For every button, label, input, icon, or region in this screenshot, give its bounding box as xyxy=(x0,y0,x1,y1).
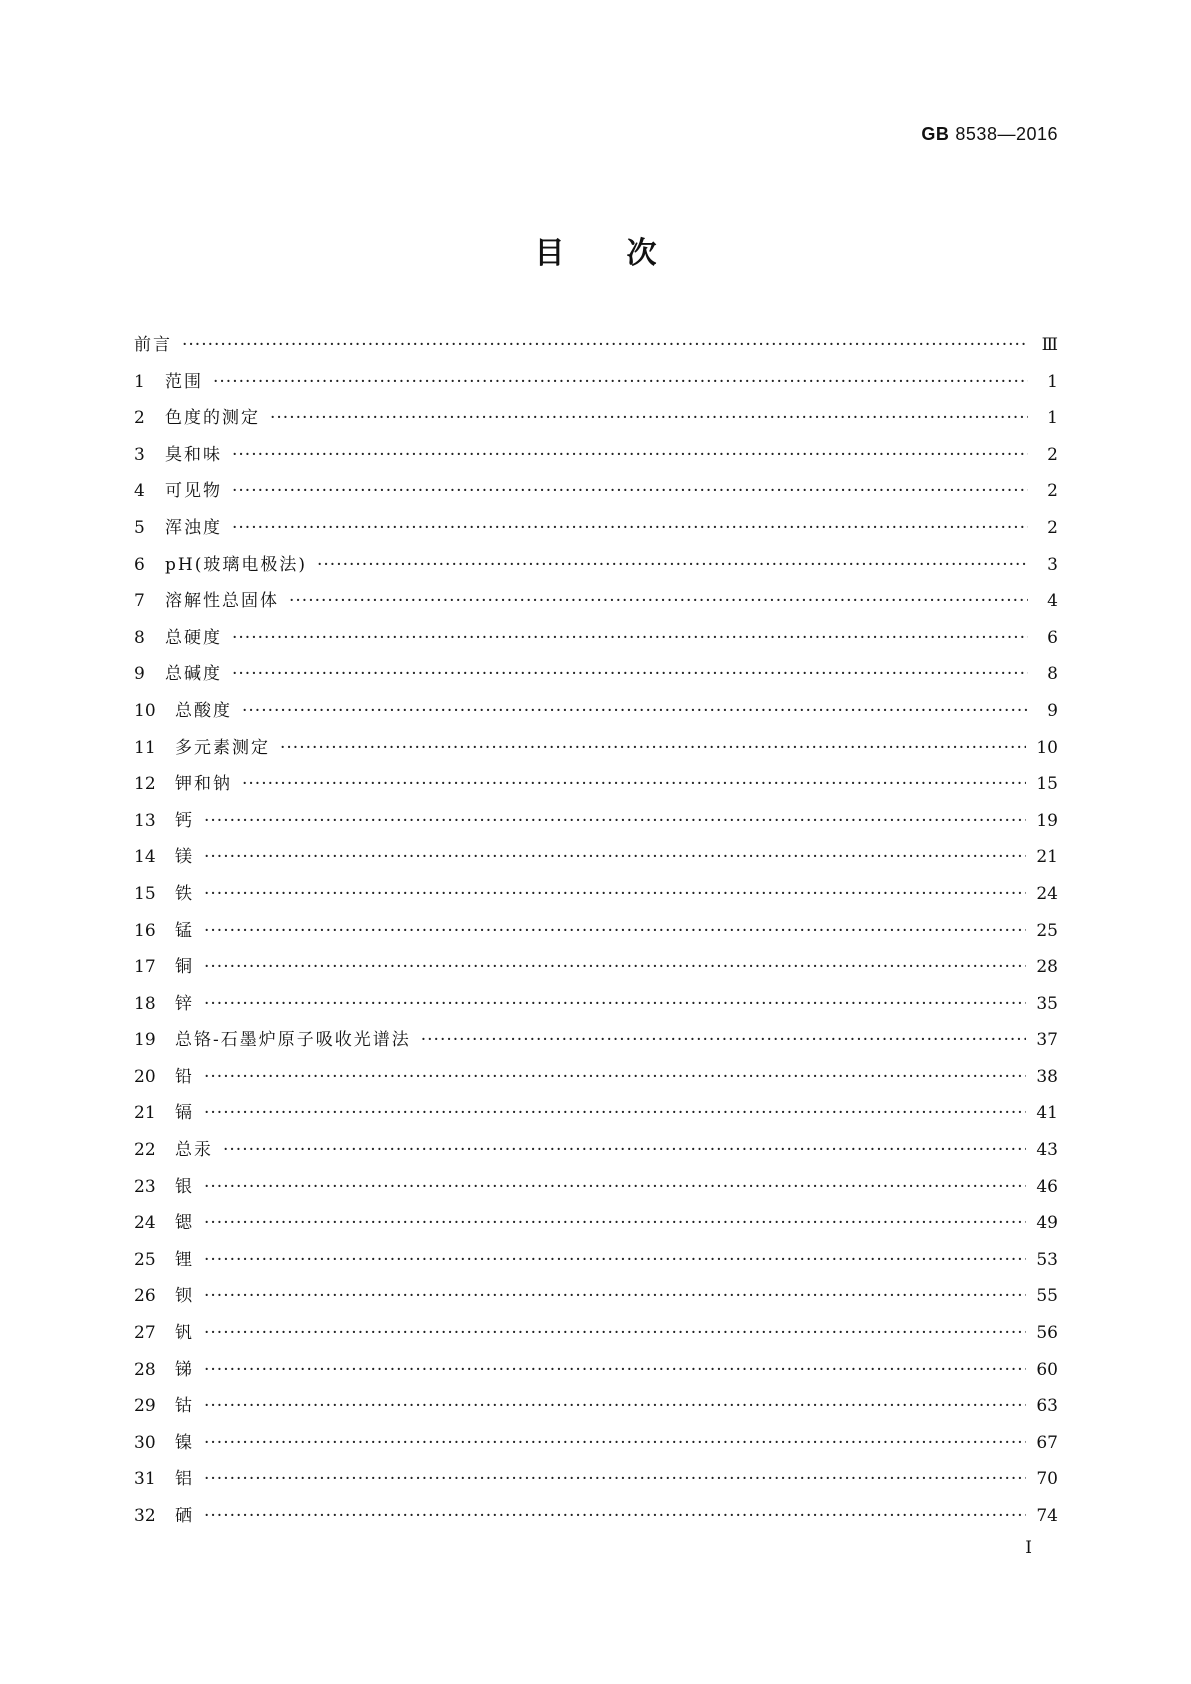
toc-entry[interactable] xyxy=(134,476,1058,513)
toc-entry-label: 锶 xyxy=(175,1213,194,1234)
toc-entry-number: 5 xyxy=(134,517,145,538)
toc-entry-page: 2 xyxy=(1047,444,1058,465)
toc-entry-page: 9 xyxy=(1047,700,1058,721)
toc-dot-leader xyxy=(223,1140,1026,1160)
toc-dot-leader xyxy=(204,1506,1026,1526)
toc-entry[interactable] xyxy=(134,733,1058,770)
toc-dot-leader xyxy=(204,847,1026,867)
toc-entry-number: 19 xyxy=(134,1030,156,1051)
toc-entry-label: 总硬度 xyxy=(165,627,222,648)
toc-entry-label: 铅 xyxy=(175,1066,194,1087)
toc-entry-page: 55 xyxy=(1036,1286,1058,1307)
standard-code xyxy=(921,124,1058,145)
toc-entry[interactable] xyxy=(134,403,1058,440)
toc-dot-leader xyxy=(204,957,1026,977)
toc-entry[interactable] xyxy=(134,1245,1058,1282)
toc-entry-number: 8 xyxy=(134,627,145,648)
toc-entry[interactable] xyxy=(134,367,1058,404)
toc-entry-label: 总碱度 xyxy=(165,664,222,685)
toc-entry-number: 24 xyxy=(134,1213,156,1234)
toc-entry[interactable] xyxy=(134,623,1058,660)
toc-entry-page: 1 xyxy=(1047,408,1058,429)
toc-entry-number: 28 xyxy=(134,1359,156,1380)
toc-entry-label: 铁 xyxy=(175,883,194,904)
toc-entry-label: 铝 xyxy=(175,1469,194,1490)
toc-entry-page: 6 xyxy=(1047,627,1058,648)
toc-entry-label: 镁 xyxy=(175,847,194,868)
toc-entry-label: 银 xyxy=(175,1176,194,1197)
toc-dot-leader xyxy=(204,1250,1026,1270)
toc-entry[interactable] xyxy=(134,1025,1058,1062)
toc-entry-label: 锰 xyxy=(175,920,194,941)
toc-entry-label: 范围 xyxy=(165,371,203,392)
toc-entry-label: pH(玻璃电极法) xyxy=(165,554,307,575)
toc-entry-label: 镉 xyxy=(175,1103,194,1124)
toc-entry-page: 1 xyxy=(1047,371,1058,392)
toc-entry-page: 53 xyxy=(1036,1249,1058,1270)
toc-entry[interactable] xyxy=(134,330,1058,367)
toc-entry-label: 总铬-石墨炉原子吸收光谱法 xyxy=(175,1030,411,1051)
toc-entry[interactable] xyxy=(134,1172,1058,1209)
toc-entry[interactable] xyxy=(134,1135,1058,1172)
toc-entry-number: 31 xyxy=(134,1469,156,1490)
toc-entry[interactable] xyxy=(134,989,1058,1026)
toc-entry-label: 溶解性总固体 xyxy=(165,591,279,612)
toc-entry-page: 70 xyxy=(1036,1469,1058,1490)
toc-entry-label: 前言 xyxy=(134,335,172,355)
toc-dot-leader xyxy=(204,884,1026,904)
toc-entry-page: 4 xyxy=(1047,591,1058,612)
toc-entry-label: 钾和钠 xyxy=(175,774,232,795)
toc-dot-leader xyxy=(204,811,1026,831)
toc-dot-leader xyxy=(232,518,1028,538)
toc-entry-page: 74 xyxy=(1036,1506,1058,1526)
table-of-contents xyxy=(134,330,1058,1538)
toc-entry[interactable] xyxy=(134,879,1058,916)
toc-dot-leader xyxy=(232,445,1028,465)
toc-entry-number: 1 xyxy=(134,371,145,392)
toc-entry-number: 14 xyxy=(134,847,156,868)
toc-entry[interactable] xyxy=(134,842,1058,879)
toc-entry[interactable] xyxy=(134,916,1058,953)
toc-entry[interactable] xyxy=(134,550,1058,587)
toc-entry-label: 可见物 xyxy=(165,481,222,502)
toc-entry[interactable] xyxy=(134,769,1058,806)
toc-entry-page: 2 xyxy=(1047,517,1058,538)
toc-entry-page: 56 xyxy=(1036,1323,1058,1344)
toc-dot-leader xyxy=(182,335,1028,355)
toc-entry-number: 22 xyxy=(134,1140,156,1161)
toc-dot-leader xyxy=(242,701,1028,721)
toc-entry-number: 25 xyxy=(134,1249,156,1270)
toc-dot-leader xyxy=(204,1286,1026,1306)
toc-entry-number: 26 xyxy=(134,1286,156,1307)
toc-entry-page: 49 xyxy=(1036,1213,1058,1234)
toc-entry[interactable] xyxy=(134,1318,1058,1355)
toc-dot-leader xyxy=(204,1213,1026,1233)
toc-entry[interactable] xyxy=(134,513,1058,550)
toc-entry-label: 硒 xyxy=(175,1506,194,1526)
toc-entry-page: 15 xyxy=(1036,774,1058,795)
toc-entry-page: 24 xyxy=(1036,883,1058,904)
toc-entry-number: 4 xyxy=(134,481,145,502)
page-title: 目次 xyxy=(534,236,719,271)
toc-entry-page: 28 xyxy=(1036,957,1058,978)
toc-entry-page: 60 xyxy=(1036,1359,1058,1380)
toc-entry[interactable] xyxy=(134,1098,1058,1135)
toc-entry-number: 23 xyxy=(134,1176,156,1197)
toc-entry-number: 12 xyxy=(134,774,156,795)
toc-entry-label: 总汞 xyxy=(175,1140,213,1161)
toc-entry[interactable] xyxy=(134,1281,1058,1318)
toc-entry-label: 钙 xyxy=(175,810,194,831)
toc-entry[interactable] xyxy=(134,1391,1058,1428)
toc-entry-page: 41 xyxy=(1036,1103,1058,1124)
toc-entry-page: 2 xyxy=(1047,481,1058,502)
standard-number: 8538—2016 xyxy=(955,124,1058,144)
toc-entry-page: 67 xyxy=(1036,1432,1058,1453)
toc-dot-leader xyxy=(204,1177,1026,1197)
toc-entry-number: 9 xyxy=(134,664,145,685)
toc-entry-number: 10 xyxy=(134,700,156,721)
toc-entry-number: 15 xyxy=(134,883,156,904)
toc-entry[interactable] xyxy=(134,1062,1058,1099)
standard-prefix: GB xyxy=(921,124,950,144)
toc-dot-leader xyxy=(232,481,1028,501)
toc-entry-number: 7 xyxy=(134,591,145,612)
toc-entry-number: 16 xyxy=(134,920,156,941)
toc-entry-label: 臭和味 xyxy=(165,444,222,465)
toc-entry-label: 浑浊度 xyxy=(165,517,222,538)
toc-entry[interactable] xyxy=(134,659,1058,696)
toc-dot-leader xyxy=(421,1030,1027,1050)
toc-dot-leader xyxy=(204,1067,1026,1087)
toc-entry-label: 锌 xyxy=(175,993,194,1014)
toc-entry-number: 13 xyxy=(134,810,156,831)
toc-entry-page: 63 xyxy=(1036,1396,1058,1417)
toc-entry-page: 38 xyxy=(1036,1066,1058,1087)
toc-entry-page: 21 xyxy=(1036,847,1058,868)
toc-entry[interactable] xyxy=(134,1464,1058,1501)
toc-entry-number: 6 xyxy=(134,554,145,575)
toc-entry-number: 27 xyxy=(134,1323,156,1344)
toc-dot-leader xyxy=(232,628,1028,648)
toc-entry-number: 21 xyxy=(134,1103,156,1124)
toc-entry-label: 锑 xyxy=(175,1359,194,1380)
toc-entry-label: 锂 xyxy=(175,1249,194,1270)
toc-dot-leader xyxy=(204,994,1026,1014)
toc-entry[interactable] xyxy=(134,696,1058,733)
toc-entry-number: 30 xyxy=(134,1432,156,1453)
toc-entry[interactable] xyxy=(134,952,1058,989)
toc-entry[interactable] xyxy=(134,1208,1058,1245)
toc-entry-label: 钒 xyxy=(175,1323,194,1344)
toc-entry-label: 总酸度 xyxy=(175,700,232,721)
toc-dot-leader xyxy=(204,1360,1026,1380)
toc-entry-label: 多元素测定 xyxy=(175,737,270,758)
toc-entry-label: 钡 xyxy=(175,1286,194,1307)
toc-entry-number: 20 xyxy=(134,1066,156,1087)
toc-dot-leader xyxy=(270,408,1028,428)
toc-entry-page: 25 xyxy=(1036,920,1058,941)
toc-entry[interactable] xyxy=(134,1501,1058,1538)
toc-dot-leader xyxy=(204,1433,1026,1453)
toc-entry-number: 32 xyxy=(134,1506,156,1526)
toc-entry-label: 铜 xyxy=(175,957,194,978)
toc-entry-number: 11 xyxy=(134,737,156,758)
toc-entry-label: 镍 xyxy=(175,1432,194,1453)
toc-entry-page: 19 xyxy=(1036,810,1058,831)
toc-entry-page: Ⅲ xyxy=(1041,335,1058,355)
toc-entry-page: 8 xyxy=(1047,664,1058,685)
toc-entry-page: 3 xyxy=(1047,554,1058,575)
toc-entry-page: 43 xyxy=(1036,1140,1058,1161)
toc-entry-number: 29 xyxy=(134,1396,156,1417)
toc-dot-leader xyxy=(317,555,1028,575)
toc-entry[interactable] xyxy=(134,1355,1058,1392)
toc-entry[interactable] xyxy=(134,586,1058,623)
toc-entry-number: 17 xyxy=(134,957,156,978)
toc-entry[interactable] xyxy=(134,806,1058,843)
toc-entry-label: 钴 xyxy=(175,1396,194,1417)
toc-dot-leader xyxy=(213,372,1028,392)
toc-entry-number: 2 xyxy=(134,408,145,429)
toc-entry-number: 3 xyxy=(134,444,145,465)
toc-entry-page: 37 xyxy=(1036,1030,1058,1051)
toc-dot-leader xyxy=(289,591,1028,611)
toc-entry-number: 18 xyxy=(134,993,156,1014)
toc-entry[interactable] xyxy=(134,440,1058,477)
toc-entry-page: 10 xyxy=(1036,737,1058,758)
toc-dot-leader xyxy=(204,1323,1026,1343)
toc-entry-page: 35 xyxy=(1036,993,1058,1014)
toc-dot-leader xyxy=(204,1396,1026,1416)
toc-dot-leader xyxy=(204,921,1026,941)
toc-entry[interactable] xyxy=(134,1428,1058,1465)
toc-dot-leader xyxy=(232,664,1028,684)
page-number: I xyxy=(1025,1538,1032,1558)
toc-dot-leader xyxy=(280,738,1026,758)
toc-dot-leader xyxy=(204,1469,1026,1489)
toc-dot-leader xyxy=(204,1103,1026,1123)
toc-entry-page: 46 xyxy=(1036,1176,1058,1197)
toc-entry-label: 色度的测定 xyxy=(165,408,260,429)
toc-dot-leader xyxy=(242,774,1026,794)
